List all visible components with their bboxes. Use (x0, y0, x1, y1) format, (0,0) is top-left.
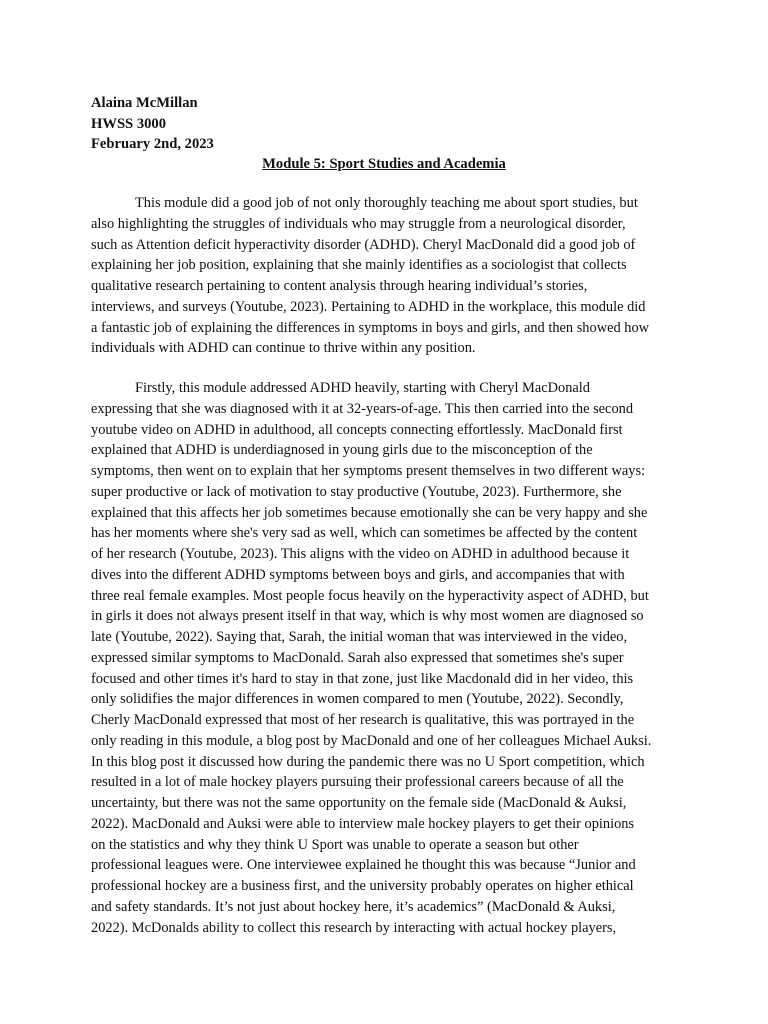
text-line: symptoms, then went on to explain that her symptoms present themselves in two different ways: (91, 463, 646, 479)
document-header (91, 93, 691, 155)
text-line: on the statistics and why they think U Sport was unable to operate a season but other (91, 836, 579, 853)
text-line: youtube video on ADHD in adulthood, all concepts connecting effortlessly. MacDonald first (91, 421, 623, 438)
text-line: of her research (Youtube, 2023). This aligns with the video on ADHD in adulthood because it (91, 546, 630, 562)
document-title: Module 5: Sport Studies and Academia (262, 156, 506, 172)
text-line: professional leagues were. One interviewee explained he thought this was because “Junior and (91, 857, 636, 874)
document-date: February 2nd, 2023 (91, 136, 214, 153)
text-line: explaining her job position, explaining that she mainly identifies as a sociologist that collects (91, 257, 627, 274)
text-line: and safety standards. It’s not just about hockey here, it’s academics” (MacDonald & Auksi, (91, 898, 616, 915)
text-line: professional hockey are a business first, and the university probably operates on higher ethical (91, 878, 634, 894)
text-line: expressed similar symptoms to MacDonald. Sarah also expressed that sometimes she's super (91, 649, 624, 666)
text-line: a fantastic job of explaining the differences in symptoms in boys and girls, and then showed how (91, 319, 650, 336)
text-line: explained that ADHD is underdiagnosed in young girls due to the misconception of the (91, 442, 593, 459)
text-line: focused and other times it's hard to stay in that zone, just like Macdonald did in her video, this (91, 670, 634, 687)
text-line: explained that this affects her job sometimes because emotionally she can be very happy and she (91, 504, 648, 521)
text-line: dives into the different ADHD symptoms between boys and girls, and accompanies that with (91, 566, 625, 583)
text-line: in girls it does not always present itself in that way, which is why most women are diagnosed so (91, 608, 644, 625)
text-line: expressing that she was diagnosed with it at 32-years-of-age. This then carried into the second (91, 400, 634, 417)
text-line: only reading in this module, a blog post by MacDonald and one of her colleagues Michael Auksi. (91, 732, 652, 749)
text-line: three real female examples. Most people focus heavily on the hyperactivity aspect of ADHD, but (91, 587, 649, 604)
course-code: HWSS 3000 (91, 115, 167, 132)
text-line: has her moments where she's very sad as well, which can sometimes be affected by the content (91, 525, 638, 542)
text-line: Firstly, this module addressed ADHD heavily, starting with Cheryl MacDonald (135, 380, 590, 396)
text-line: only solidifies the major differences in women compared to men (Youtube, 2022). Secondly, (91, 691, 624, 708)
text-line: qualitative research pertaining to content analysis through hearing individual’s stories, (91, 278, 588, 294)
text-line: also highlighting the struggles of individuals who may struggle from a neurological disorder, (91, 215, 626, 232)
text-line: 2022). MacDonald and Auksi were able to interview male hockey players to get their opinions (91, 815, 635, 832)
text-line: 2022). McDonalds ability to collect this research by interacting with actual hockey players, (91, 919, 617, 936)
text-line: such as Attention deficit hyperactivity disorder (ADHD). Cheryl MacDonald did a good job of (91, 236, 636, 253)
text-line: late (Youtube, 2022). Saying that, Sarah, the initial woman that was interviewed in the video, (91, 629, 628, 645)
paragraph-2 (91, 378, 691, 938)
text-line: This module did a good job of not only thoroughly teaching me about sport studies, but (135, 195, 638, 211)
text-line: individuals with ADHD can continue to thrive within any position. (91, 340, 476, 357)
text-line: In this blog post it discussed how during the pandemic there was no U Sport competition, which (91, 753, 645, 770)
text-line: resulted in a lot of male hockey players pursuing their professional careers because of all the (91, 774, 624, 791)
text-line: uncertainty, but there was not the same opportunity on the female side (MacDonald & Auksi, (91, 795, 627, 811)
text-line: interviews, and surveys (Youtube, 2023). Pertaining to ADHD in the workplace, this module did (91, 298, 646, 315)
text-line: Cherly MacDonald expressed that most of her research is qualitative, this was portrayed in the (91, 712, 635, 728)
text-line: super productive or lack of motivation to stay productive (Youtube, 2023). Furthermore, she (91, 483, 622, 500)
paragraph-1 (91, 193, 691, 359)
author-name: Alaina McMillan (91, 95, 198, 111)
